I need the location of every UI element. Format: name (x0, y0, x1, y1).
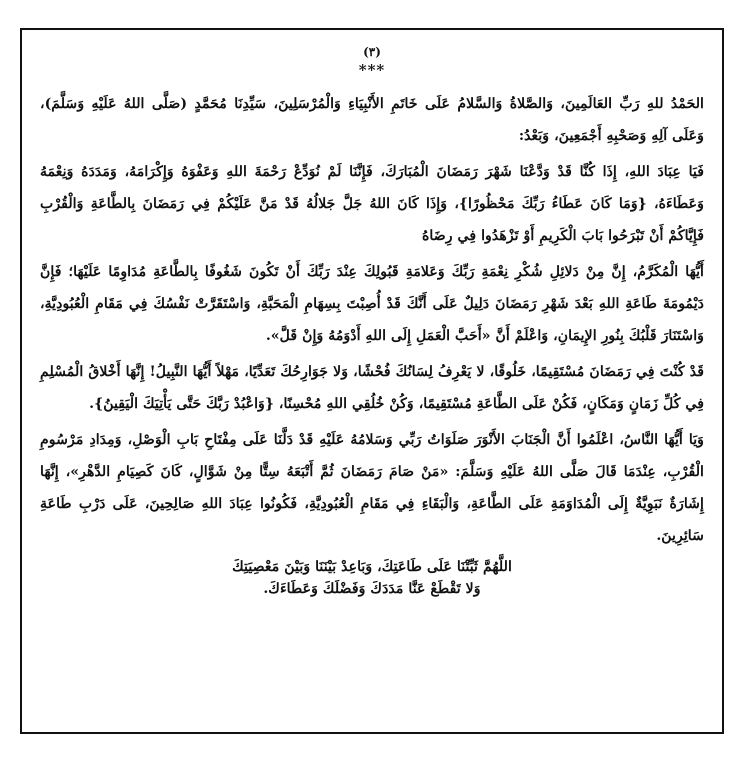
paragraph-six-days-shawwal: وَيَا أَيُّهَا النَّاسُ، اعْلَمُوا أَنَّ الْجَنَابَ الأَنْوَرَ صَلَوَاتُ رَبِّي وَسَلامُهُ عَلَيْهِ قَدْ دَلَّنَا عَلَى مِفْتَاحِ بَابِ الْوَصْلِ، وَمِدَادِ مَرْسُومِ الْقُرْبِ، عِنْدَمَا قَالَ صَلَّى اللهُ عَلَيْهِ وَسَلَّمَ: «مَنْ صَامَ رَمَضَانَ ثُمَّ أَتْبَعَهُ سِتًّا مِنْ شَوَّالٍ، كَانَ كَصِيَامِ الدَّهْرِ»، إِنَّهَا إِشَارَةٌ نَبَوِيَّةٌ إِلَى الْمُدَاوَمَةِ عَلَى الطَّاعَةِ، وَالْبَقَاءِ فِي مَقَامِ الْعُبُودِيَّةِ، فَكُونُوا عِبَادَ اللهِ صَالِحِينَ، عَلَى دَرْبِ طَاعَةِ سَائِرِينَ. (40, 432, 704, 544)
closing-prayer-line-1: اللَّهُمَّ ثَبِّتْنَا عَلَى طَاعَتِكَ، وَبَاعِدْ بَيْنَنَا وَبَيْنَ مَعْصِيَتِكَ (232, 559, 512, 575)
closing-prayer-line-2: وَلا تَقْطَعْ عَنَّا مَدَدَكَ وَفَضْلَكَ وَعَطَاءَكَ. (263, 581, 481, 597)
paragraph-good-manners: قَدْ كُنْتَ فِي رَمَضَانَ مُسْتَقِيمًا، خَلُوقًا، لا يَعْرِفُ لِسَانُكَ فُحْشًا، وَلا جَوَارِحُكَ تَعَدِّيًا، مَهْلاً أَيُّهَا النَّبِيلُ! إِنَّهَا أَخْلاقُ الْمُسْلِمِ فِي كُلِّ زَمَانٍ وَمَكَانٍ، فَكُنْ عَلَى الطَّاعَةِ مُسْتَقِيمًا، وَكُنْ خُلُقِي اللهِ مُحْسِنًا، {وَاعْبُدْ رَبَّكَ حَتَّى يَأْتِيَكَ الْيَقِينُ}. (40, 364, 704, 412)
page-number: (٣) (363, 45, 381, 59)
paragraph-signs-of-acceptance: أَيُّهَا الْمُكَرَّمُ، إِنَّ مِنْ دَلائِلِ شُكْرِ نِعْمَةِ رَبِّكَ وَعَلامَةِ قَبُولِكَ عِنْدَ رَبِّكَ أَنْ تَكُونَ شَغُوفًا بِالطَّاعَةِ مُدَاوِمًا عَلَيْهَا؛ فَإِنَّ دَيْمُومَةَ طَاعَةِ اللهِ بَعْدَ شَهْرِ رَمَضَانَ دَلِيلٌ عَلَى أَنَّكَ قَدْ أُصِبْتَ بِسِهَامِ الْمَحَبَّةِ، وَاسْتَقَرَّتْ نَفْسُكَ فِي مَقَامِ الْعُبُودِيَّةِ، وَاسْتَنَارَ قَلْبُكَ بِنُورِ الإِيمَانِ، وَاعْلَمْ أَنَّ «أَحَبَّ الْعَمَلِ إِلَى اللهِ أَدْوَمُهُ وَإِنْ قَلَّ». (40, 264, 704, 344)
document-frame (20, 28, 724, 734)
section-separator: *** (358, 61, 386, 79)
opening-paragraph: الحَمْدُ للهِ رَبِّ العَالَمِينَ، وَالصَّلاةُ وَالسَّلامُ عَلَى خَاتَمِ الأَنْبِيَاءِ وَالْمُرْسَلِينَ، سَيِّدِنَا مُحَمَّدٍ (صَلَّى اللهُ عَلَيْهِ وَسَلَّمَ)، وَعَلَى آلِهِ وَصَحْبِهِ أَجْمَعِينَ، وَبَعْدُ: (40, 96, 704, 144)
paragraph-farewell-ramadan: فَيَا عِبَادَ اللهِ، إِذَا كُنَّا قَدْ وَدَّعْنَا شَهْرَ رَمَضَانَ الْمُبَارَكَ، فَإِنَّنَا لَمْ نُوَدِّعْ رَحْمَةَ اللهِ وَعَفْوَهُ وَإِكْرَامَهُ، وَمَدَدَهُ وَنِعْمَهُ وَعَطَاءَهُ، {وَمَا كَانَ عَطَاءُ رَبِّكَ مَحْظُورًا}، وَإِذَا كَانَ اللهُ جَلَّ جَلالُهُ قَدْ مَنَّ عَلَيْكُمْ فِي رَمَضَانَ بِالطَّاعَةِ وَالْقُرْبِ فَإِيَّاكُمْ أَنْ تَبْرَحُوا بَابَ الْكَرِيمِ أَوْ تَزْهَدُوا فِي رِضَاهُ (40, 164, 704, 244)
